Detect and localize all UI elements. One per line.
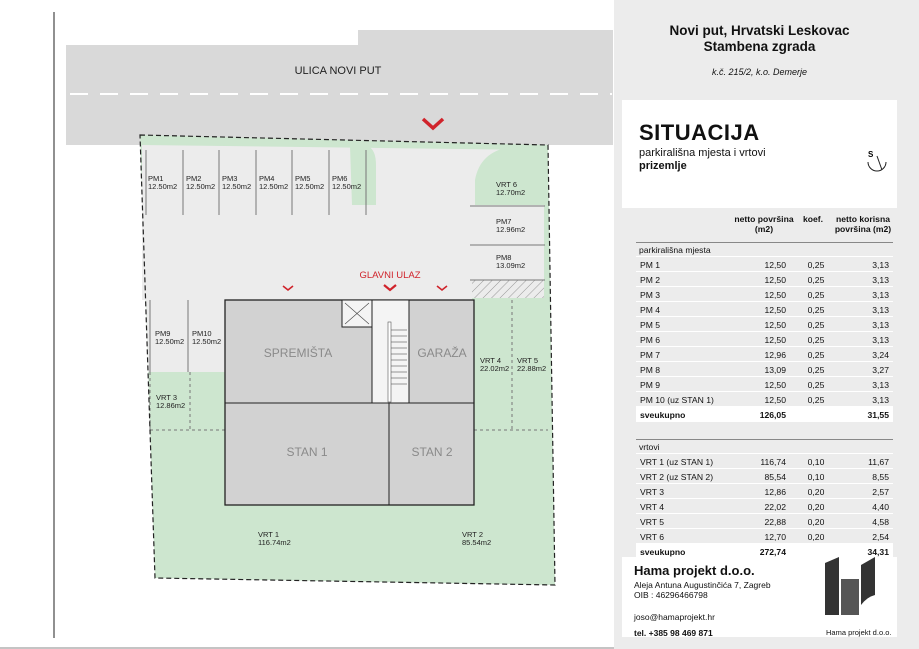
row-area: 12,50 <box>764 380 786 390</box>
row-area: 12,50 <box>764 305 786 315</box>
total-area: 126,05 <box>759 410 786 420</box>
row-coef: 0,25 <box>807 320 825 330</box>
stair-rail <box>388 322 391 402</box>
row-name: PM 1 <box>640 260 661 270</box>
row-coef: 0,20 <box>807 502 825 512</box>
row-coef: 0,25 <box>807 335 825 345</box>
row-name: VRT 6 <box>640 532 665 542</box>
vrt5-area: 22.88m2 <box>517 364 547 373</box>
garden-row <box>636 498 893 514</box>
row-area: 85,54 <box>764 472 786 482</box>
vrt6-name: VRT 6 <box>496 180 517 189</box>
row-name: VRT 4 <box>640 502 665 512</box>
row-area: 22,02 <box>764 502 786 512</box>
vrt1-area: 116.74m2 <box>258 538 291 547</box>
header-net-area: netto površina (m2) <box>734 214 794 234</box>
street-road <box>66 30 613 145</box>
row-usable: 3,13 <box>872 395 889 405</box>
row-usable: 3,13 <box>872 305 889 315</box>
pm1-name: PM1 <box>148 174 164 183</box>
company-address: Aleja Antuna Augustinčića 7, Zagreb OIB : 46296466798 <box>634 580 771 600</box>
entrance-label: GLAVNI ULAZ <box>359 270 421 281</box>
pm5-name: PM5 <box>295 174 311 183</box>
row-coef: 0,25 <box>807 290 825 300</box>
row-area: 13,09 <box>764 365 786 375</box>
pm1-area: 12.50m2 <box>148 182 178 191</box>
parking-row <box>636 301 893 317</box>
row-coef: 0,10 <box>807 472 825 482</box>
pm7-name: PM7 <box>496 217 512 226</box>
pm8-area: 13.09m2 <box>496 261 526 270</box>
row-coef: 0,25 <box>807 380 825 390</box>
room-stan1: STAN 1 <box>286 445 328 459</box>
vrt6-area: 12.70m2 <box>496 188 526 197</box>
vrt2-area: 85.54m2 <box>462 538 492 547</box>
parcel-label: k.č. 215/2, k.o. Demerje <box>711 67 808 77</box>
row-area: 12,50 <box>764 260 786 270</box>
parking-total-row <box>636 406 893 422</box>
pm6-name: PM6 <box>332 174 348 183</box>
parking-row <box>636 316 893 332</box>
project-title-line2: Stambena zgrada <box>703 39 816 54</box>
garden-row <box>636 453 893 469</box>
row-area: 12,70 <box>764 532 786 542</box>
compass-label: S <box>868 150 874 159</box>
row-area: 22,88 <box>764 517 786 527</box>
row-area: 12,50 <box>764 335 786 345</box>
row-area: 12,86 <box>764 487 786 497</box>
vrt3-area: 12.86m2 <box>156 401 186 410</box>
vrt1-name: VRT 1 <box>258 530 279 539</box>
pm3-name: PM3 <box>222 174 238 183</box>
row-usable: 4,58 <box>872 517 889 527</box>
row-usable: 3,13 <box>872 260 889 270</box>
row-name: VRT 2 (uz STAN 2) <box>640 472 714 482</box>
project-title-line1: Novi put, Hrvatski Leskovac <box>669 23 850 38</box>
garden-section-title: vrtovi <box>636 439 893 454</box>
row-area: 12,50 <box>764 275 786 285</box>
total-usable: 34,31 <box>867 547 889 557</box>
row-usable: 2,54 <box>872 532 889 542</box>
vrt3-name: VRT 3 <box>156 393 177 402</box>
total-usable: 31,55 <box>867 410 889 420</box>
row-name: PM 6 <box>640 335 661 345</box>
total-label: sveukupno <box>640 547 686 557</box>
garden-row <box>636 483 893 499</box>
garden-row <box>636 528 893 544</box>
pm10-area: 12.50m2 <box>192 337 222 346</box>
pm2-area: 12.50m2 <box>186 182 216 191</box>
row-coef: 0,20 <box>807 487 825 497</box>
row-name: VRT 3 <box>640 487 665 497</box>
row-usable: 3,13 <box>872 335 889 345</box>
row-name: PM 10 (uz STAN 1) <box>640 395 714 405</box>
parking-row <box>636 376 893 392</box>
row-area: 12,96 <box>764 350 786 360</box>
table-header <box>622 208 897 232</box>
parking-row <box>636 391 893 407</box>
pm9-area: 12.50m2 <box>155 337 185 346</box>
row-name: PM 8 <box>640 365 661 375</box>
room-garaza: GARAŽA <box>417 346 467 360</box>
row-usable: 3,13 <box>872 380 889 390</box>
vrt4-name: VRT 4 <box>480 356 501 365</box>
row-name: VRT 1 (uz STAN 1) <box>640 457 714 467</box>
row-name: VRT 5 <box>640 517 665 527</box>
green-corner-left <box>350 146 376 205</box>
row-coef: 0,10 <box>807 457 825 467</box>
pm6-area: 12.50m2 <box>332 182 362 191</box>
room-stan2: STAN 2 <box>411 445 453 459</box>
row-coef: 0,25 <box>807 305 825 315</box>
title-block <box>622 10 897 637</box>
company-email[interactable]: joso@hamaprojekt.hr <box>634 612 715 622</box>
row-usable: 3,13 <box>872 290 889 300</box>
parking-row <box>636 271 893 287</box>
row-area: 12,50 <box>764 395 786 405</box>
logo-caption: Hama projekt d.o.o. <box>826 628 892 637</box>
total-label: sveukupno <box>640 410 686 420</box>
row-usable: 4,40 <box>872 502 889 512</box>
row-usable: 2,57 <box>872 487 889 497</box>
row-coef: 0,25 <box>807 275 825 285</box>
row-coef: 0,25 <box>807 395 825 405</box>
pm8-name: PM8 <box>496 253 512 262</box>
hatched-strip <box>472 280 544 298</box>
vrt2-name: VRT 2 <box>462 530 483 539</box>
row-usable: 3,24 <box>872 350 889 360</box>
row-usable: 3,13 <box>872 275 889 285</box>
row-usable: 3,13 <box>872 320 889 330</box>
row-name: PM 3 <box>640 290 661 300</box>
parking-section-title: parkirališna mjesta <box>636 242 893 257</box>
row-name: PM 4 <box>640 305 661 315</box>
row-coef: 0,25 <box>807 350 825 360</box>
north-arrow-icon <box>866 148 888 174</box>
pm2-name: PM2 <box>186 174 202 183</box>
company-name: Hama projekt d.o.o. <box>634 563 755 578</box>
pm9-name: PM9 <box>155 329 171 338</box>
vrt5-name: VRT 5 <box>517 356 538 365</box>
area-table <box>622 208 897 557</box>
row-coef: 0,25 <box>807 365 825 375</box>
row-name: PM 5 <box>640 320 661 330</box>
row-name: PM 2 <box>640 275 661 285</box>
header-coef: koef. <box>802 214 824 224</box>
row-coef: 0,20 <box>807 532 825 542</box>
row-coef: 0,20 <box>807 517 825 527</box>
total-area: 272,74 <box>759 547 786 557</box>
row-area: 12,50 <box>764 320 786 330</box>
row-area: 116,74 <box>760 457 786 467</box>
sheet-info <box>622 100 897 208</box>
project-header <box>622 10 897 100</box>
pm4-area: 12.50m2 <box>259 182 289 191</box>
company-phone: tel. +385 98 469 871 <box>634 628 713 638</box>
row-usable: 3,27 <box>872 365 889 375</box>
parking-row <box>636 256 893 272</box>
sheet-floor: prizemlje <box>639 160 687 172</box>
pm4-name: PM4 <box>259 174 275 183</box>
row-usable: 8,55 <box>872 472 889 482</box>
street-label: ULICA NOVI PUT <box>294 65 382 77</box>
parking-row <box>636 286 893 302</box>
vrt4-area: 22.02m2 <box>480 364 510 373</box>
room-spremiste: SPREMIŠTA <box>263 346 333 360</box>
row-coef: 0,25 <box>807 260 825 270</box>
garden-row <box>636 468 893 484</box>
row-usable: 11,67 <box>868 457 889 467</box>
pm3-area: 12.50m2 <box>222 182 252 191</box>
parking-row <box>636 361 893 377</box>
garden-row <box>636 513 893 529</box>
pm10-name: PM10 <box>192 329 212 338</box>
row-name: PM 9 <box>640 380 661 390</box>
company-info <box>622 557 897 637</box>
parking-row <box>636 346 893 362</box>
sheet-title: SITUACIJA <box>639 120 760 145</box>
pm5-area: 12.50m2 <box>295 182 325 191</box>
parking-row <box>636 331 893 347</box>
row-name: PM 7 <box>640 350 661 360</box>
row-area: 12,50 <box>764 290 786 300</box>
pm7-area: 12.96m2 <box>496 225 526 234</box>
sheet-subtitle: parkirališna mjesta i vrtovi <box>639 147 766 159</box>
header-net-usable: netto korisna površina (m2) <box>834 214 892 234</box>
hama-logo-icon <box>825 557 875 615</box>
